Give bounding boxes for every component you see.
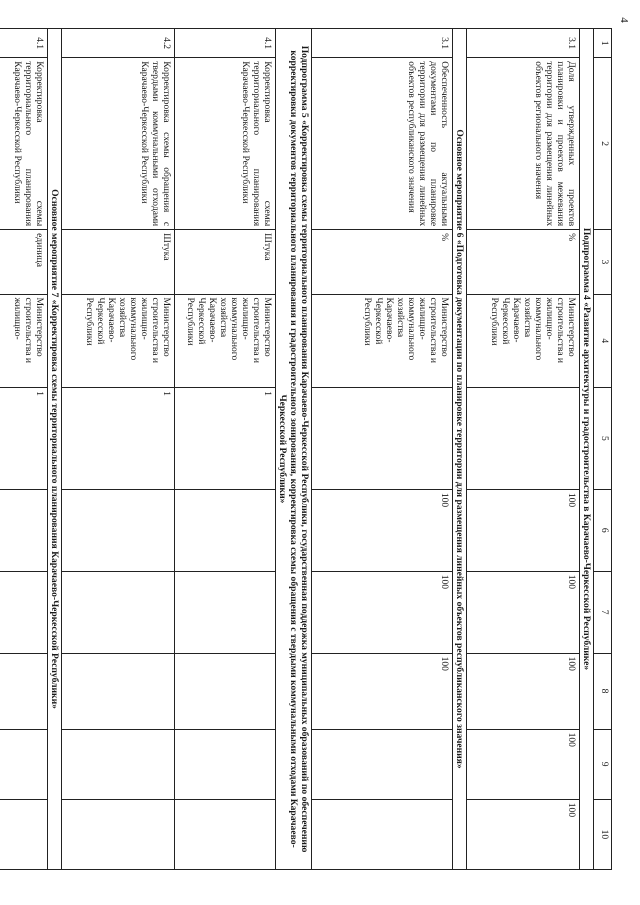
header-cell: 2 xyxy=(594,58,612,230)
indicator-name: Корректировка схемы обращения с твердыми коммунальными отходами Карачаево-Черкесской Республики xyxy=(62,58,175,230)
header-cell: 6 xyxy=(594,489,612,571)
value-cell xyxy=(175,799,276,869)
section-row xyxy=(48,29,62,870)
header-cell: 3 xyxy=(594,230,612,294)
executor-cell: Министерство строительства и жилищно-коммунального хозяйства Карачаево-Черкесской Республики xyxy=(175,294,276,388)
value-cell xyxy=(312,729,453,799)
section-row xyxy=(276,29,312,870)
unit-cell: Штука xyxy=(62,230,175,294)
header-cell: 7 xyxy=(594,571,612,653)
measure-6-heading: Основное мероприятие 6 «Подготовка документации по планировке территории для размещения линейных объектов республиканского значения» xyxy=(453,29,467,870)
table-row xyxy=(312,29,453,870)
value-cell: 100 xyxy=(312,489,453,571)
value-cell: 100 xyxy=(312,653,453,729)
table-row xyxy=(62,29,175,870)
row-number: 4.1 xyxy=(0,29,48,58)
rotated-table-wrapper xyxy=(12,28,612,870)
unit-cell: Штука xyxy=(175,230,276,294)
value-cell xyxy=(0,729,48,799)
indicator-name: Доля утвержденных проектов планировки и проектов межевания территории для размещения линейных объектов регионального значения xyxy=(467,58,580,230)
row-number: 4.1 xyxy=(175,29,276,58)
measure-7-heading: Основное мероприятие 7 «Корректировка схемы территориального планирования Карачаево-Черкесской Республики» xyxy=(48,29,62,870)
section-row xyxy=(453,29,467,870)
value-cell: 1 xyxy=(62,388,175,490)
row-number: 4.2 xyxy=(62,29,175,58)
row-number: 3.1 xyxy=(467,29,580,58)
value-cell: 100 xyxy=(467,729,580,799)
value-cell xyxy=(0,571,48,653)
executor-cell: Министерство строительства и жилищно-коммунального хозяйства Карачаево-Черкесской Республики xyxy=(62,294,175,388)
indicator-name: Корректировка схемы территориального планирования Карачаево-Черкесской Республики xyxy=(0,58,48,230)
header-cell: 8 xyxy=(594,653,612,729)
value-cell xyxy=(0,653,48,729)
header-cell: 5 xyxy=(594,388,612,490)
indicators-table xyxy=(0,28,612,870)
unit-cell: % xyxy=(312,230,453,294)
table-row xyxy=(467,29,580,870)
page-number: 4 xyxy=(617,17,630,23)
value-cell: 100 xyxy=(467,653,580,729)
value-cell xyxy=(312,799,453,869)
value-cell xyxy=(0,799,48,869)
value-cell xyxy=(175,653,276,729)
unit-cell: % xyxy=(467,230,580,294)
subprogram-4-heading: Подпрограмма 4 «Развитие архитектуры и градостроительства в Карачаево-Черкесской Республике» xyxy=(580,29,594,870)
value-cell: 100 xyxy=(467,799,580,869)
header-cell: 10 xyxy=(594,799,612,869)
indicator-name: Корректировка схемы территориального планирования Карачаево-Черкесской Республики xyxy=(175,58,276,230)
value-cell xyxy=(62,489,175,571)
value-cell xyxy=(175,489,276,571)
executor-cell: Министерство строительства и жилищно-коммунального хозяйства Карачаево-Черкесской Республики xyxy=(467,294,580,388)
value-cell: 1 xyxy=(0,388,48,490)
header-cell: 9 xyxy=(594,729,612,799)
indicator-name: Обеспеченность актуальными документами по планировке территории для размещения линейных объектов республиканского значения xyxy=(312,58,453,230)
value-cell: 1 xyxy=(175,388,276,490)
value-cell: 100 xyxy=(312,571,453,653)
table-row xyxy=(175,29,276,870)
unit-cell: единица xyxy=(0,230,48,294)
value-cell xyxy=(175,729,276,799)
table-row xyxy=(0,29,48,870)
value-cell xyxy=(175,571,276,653)
value-cell: 100 xyxy=(467,571,580,653)
header-cell: 1 xyxy=(594,29,612,58)
header-row xyxy=(594,29,612,870)
section-row xyxy=(580,29,594,870)
value-cell xyxy=(62,653,175,729)
value-cell xyxy=(467,388,580,490)
value-cell xyxy=(62,729,175,799)
value-cell xyxy=(312,388,453,490)
value-cell xyxy=(62,799,175,869)
value-cell xyxy=(62,571,175,653)
executor-cell: Министерство строительства и жилищно- xyxy=(0,294,48,388)
subprogram-5-heading: Подпрограмма 5 «Корректировка схемы территориального планирования Карачаево-Черкесской Республики, государственная поддержка муниципальных образований по обеспечению корректировки документов территориального планирования и градостроительного зонирования, корректировка схемы обращения с твердыми коммунальными отходами Карачаево-Черкесской Республики» xyxy=(276,29,312,870)
header-cell: 4 xyxy=(594,294,612,388)
value-cell xyxy=(0,489,48,571)
executor-cell: Министерство строительства и жилищно-коммунального хозяйства Карачаево-Черкесской Республики xyxy=(312,294,453,388)
row-number: 3.1 xyxy=(312,29,453,58)
value-cell: 100 xyxy=(467,489,580,571)
